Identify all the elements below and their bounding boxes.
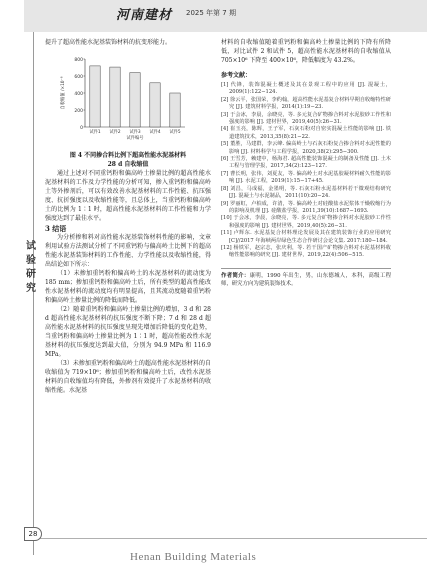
reference-item: [5] 董胜，马建群，李云峰. 偏高岭土与石灰石粉复合掺合料对水泥性能的影响 [J]. 材料科学与工程学报，2020,38(2):295−300. [221,141,391,155]
left-column [45,38,211,395]
author-text: 康明，1990 年出生，男，山东德城人，本科，高级工程师，研究方向为建筑装饰技术。 [221,272,391,287]
bar [90,66,100,127]
intro-line: 提升了超高性能水泥基装饰材料的抗变形能力。 [45,39,172,46]
reference-item: [7] 曹长明，张伟，刘夏友，等. 偏高岭土对水泥基胶凝材料耐久性能的影响 [J]. 水泥工程，2019(1):15−17+45. [221,170,391,185]
y-tick-label: 600 [74,74,83,80]
caption-line-2: 28 d 自收缩值 [107,161,149,168]
issue-label: 2025 年第 7 期 [186,9,236,17]
x-tick-label: 试件2 [109,130,121,135]
bar [110,67,120,127]
author-label: 作者简介： [221,272,250,279]
x-tick-label: 试件5 [169,130,181,135]
reference-item: [10] 于会冰，李晨，余晓亮，等. 多元复合矿物掺合料对水泥胶砂工作性和强度的影响 [J]. 建材世界，2019,40(5):26−31. [221,215,391,229]
reference-item: [8] 刘昌，马成福，金墨明，等. 石灰石粉水泥基材料若干微观结构研究 [J]. 混凝土与水泥制品，2011(10):20−24. [221,185,391,200]
section-title: 3 结语 [45,224,67,233]
figure-caption [45,151,211,169]
bar-chart [55,53,195,149]
reference-item: [4] 崔玉亮，陈辉，王子军，石灰石粉对自密实混凝土性能的影响 [J]. 铁道建筑技术，2013,35(8):21−22. [221,126,391,140]
bar [130,73,140,127]
chart-figure [55,53,195,149]
journal-logo: 河南建材 [116,8,173,23]
reference-item: [9] 罗丽虹，卢柏成，许清，等. 偏高岭土对硅酸盐水泥浆体干燥收缩行为的影响及机理 [J]. 硅酸盐学报，2011,39(10):1687−1693. [221,200,391,214]
conclusion-item-1: （1）未掺加重钙粉和偏高岭土的水泥基材料的流动度为 185 mm；掺加重钙粉和偏高岭土后，所有类型的超高性能改性水泥基材料的流动度均有明显提高，且其流动度随着重钙粉和偏高岭土掺量比例的降低而降低。 [45,270,211,304]
page-header [24,0,427,32]
bar [170,93,180,127]
footer-title: Henan Building Materials [130,551,257,563]
y-tick-label: 200 [74,108,83,114]
bar [150,83,160,127]
reference-list [221,82,391,260]
x-tick-label: 试件3 [129,130,141,135]
bottom-rule [33,538,427,539]
right-column [221,38,391,288]
reference-item: [1] 代锋，装饰混凝土概述及其在景观工程中的应用 [J]. 混凝土，2009(1):122−124. [221,82,391,96]
conclusion-item-2: （2）随着重钙粉和偏高岭土掺量比例的增加，3 d 和 28 d 超高性能水泥基材料的抗压强度不断下降；7 d 和 28 d 超高性能水泥基材料的抗压强度呈现先增加后降低的变化趋势，当重钙粉和偏高岭土掺量比例为 1∶1 时，超高性能改性水泥基材料的抗压强度达到最大值，分别为 94.9 MPa 和 116.9 MPa。 [45,306,211,358]
reference-item: [2] 徐云平，张国荣，李约翰，超高性能水泥基复合材料早期自收缩特性研究 [J]. 建筑材料学报，2014(1):19−23. [221,96,391,111]
x-tick-label: 试件4 [149,130,161,135]
conclusion-item-3: （3）未掺加重钙粉和偏高岭土的超高性能水泥基材料的自收缩值为 719×10⁶；掺加重钙粉和偏高岭土后，改性水泥基材料的自收缩值均有降低，外掺剂有效提升了水泥基材料的收缩性能。水泥基 [45,360,211,394]
paragraph: 通过上述对不同重钙粉和偏高岭土掺量比例的超高性能水泥基材料的工作及力学性能的分析可知，掺入重钙粉和偏高岭土等外掺剂后，可以有效改善水泥基材料的工作性能、抗压强度、抗折强度以及收缩性能等，且总体上，当重钙粉和偏高岭土的比例为 1∶1 时，超高性能水泥基材料的工作性能和力学强度达到了最佳水平。 [45,170,211,222]
reference-item: [11] 卢辉东. 水泥基复合材料理论发展及其在建筑装饰行业的应用研究 [C]//2017 年海峡两岸绿色生态合作研讨会论文集. 2017:180−184. [221,230,391,244]
reference-item: [3] 于会冰，李晨，余晓亮，等. 多元复合矿物掺合料对水泥胶砂工作性和强度的影响 [J]. 建材世界，2019,40(5):26−31. [221,111,391,126]
y-axis-label: 自收缩值 /×10⁻⁶ [61,76,66,110]
references-title: 参考文献： [221,72,252,79]
author-bio [221,268,391,288]
section-side-label: 试验研究 [26,241,36,294]
y-tick-label: 800 [74,57,83,63]
reference-item: [12] 杨铁军，赵宗志，张庆利，等. 若干国产矿物掺合料对水泥基材料收缩性能影响的研究 [J]. 建材世界，2019,22(4):506−515. [221,244,391,259]
page-number: 28 [24,527,42,541]
paragraph: 为分析掺和料对高性能水泥基装饰材料性能的影响，文章利用试验方法测试分析了不同重钙粉与偏高岭土比例下的超高性能水泥基装饰材料的工作性能、力学性能以及收缩性能，得出结论如下所示： [45,234,211,268]
caption-line-1: 图 4 不同掺合料比例下超高性能水泥基材料 [69,152,187,159]
y-tick-label: 0 [80,125,83,131]
x-tick-label: 试件1 [89,130,101,135]
y-tick-label: 400 [74,91,83,97]
reference-item: [6] 王雪芳，赖建中，杨海君. 超高性能装饰混凝土的制备及性能 [J]. 土木工程与管理学报，2017,34(2):123−127. [221,156,391,170]
paragraph: 材料的自收缩值随着重钙粉和偏高岭土掺量比例的下降有所降低，对比试件 2 和试件 5，超高性能水泥基材料的自收缩值从 705×10⁶ 下降至 400×10⁶，降低幅度为 43.2%。 [221,39,391,64]
x-axis-label: 试件编号 [126,136,144,141]
